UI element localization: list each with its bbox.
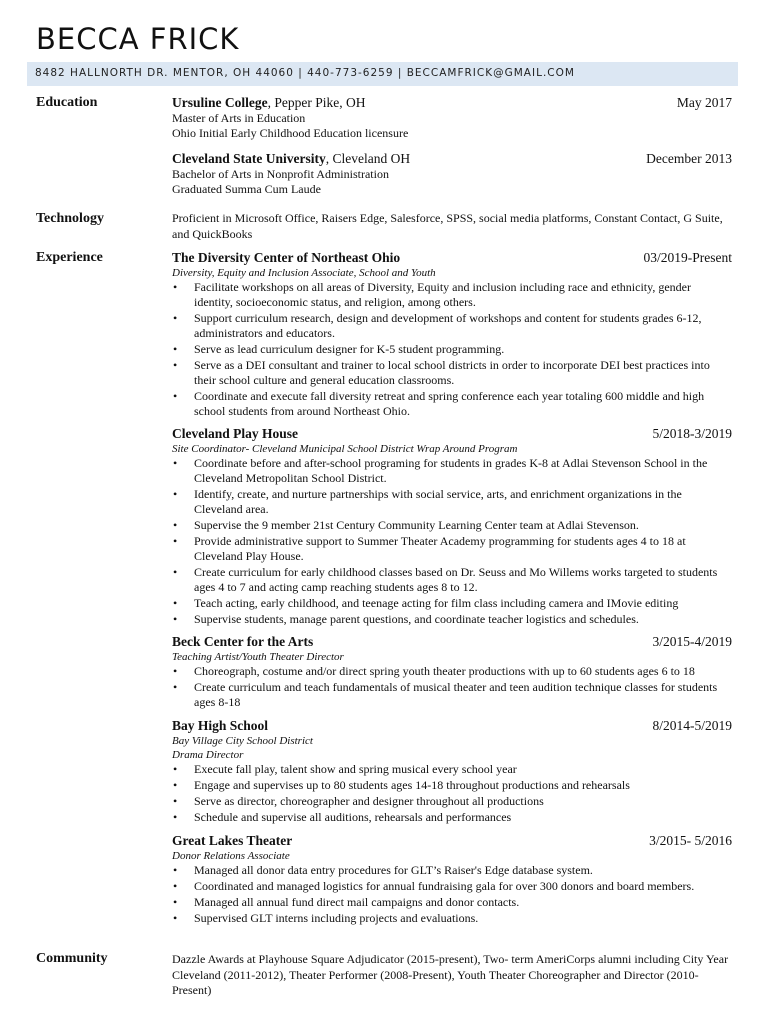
experience-header [172,426,732,442]
duty-item: • Serve as director, choreographer and designer throughout all productions [172,794,732,809]
section-label-education: Education [36,95,98,110]
contact-info: 8482 HALLNORTH DR. MENTOR, OH 44060 | 440-773-6259 | BECCAMFRICK@GMAIL.COM [35,67,575,79]
experience-entry [172,426,732,628]
education-header [172,95,732,111]
section-label-experience: Experience [36,250,103,265]
experience-entry [172,833,732,927]
education-date: December 2013 [646,151,732,166]
organization-name: The Diversity Center of Northeast Ohio [172,250,401,265]
duty-item: • Coordinated and managed logistics for annual fundraising gala for over 300 donors and board members. [172,879,732,894]
job-title: Drama Director [172,749,244,761]
experience-entry [172,250,732,420]
duty-item: • Provide administrative support to Summer Theater Academy programming for students ages 4 to 18 at Cleveland Play House. [172,534,732,564]
experience-header [172,833,732,849]
duty-item: • Coordinate and execute fall diversity retreat and spring conference each year totaling 600 middle and high school students from around Northeast Ohio. [172,389,732,419]
duty-item: • Execute fall play, talent show and spring musical every school year [172,762,732,777]
organization-name: Cleveland Play House [172,426,299,441]
community-text: Dazzle Awards at Playhouse Square Adjudicator (2015-present), Two- term AmeriCorps alumni including City Year Cleveland (2011-2012), Theater Performer (2008-Present), Youth Theater Choreographer and Director (2010-Present) [172,952,729,997]
experience-header [172,718,732,734]
duty-list [172,762,732,825]
degree-line: Bachelor of Arts in Nonprofit Administration [172,167,389,181]
job-title: Diversity, Equity and Inclusion Associate, School and Youth [172,267,436,279]
duty-item: • Teach acting, early childhood, and teenage acting for film class including camera and IMovie editing [172,596,732,611]
technology-text: Proficient in Microsoft Office, Raisers Edge, Salesforce, SPSS, social media platforms, Constant Contact, G Suite, and QuickBooks [172,211,723,241]
duty-item: • Choreograph, costume and/or direct spring youth theater productions with up to 60 students ages 6 to 18 [172,664,732,679]
degree-line: Graduated Summa Cum Laude [172,182,321,196]
duty-item: • Facilitate workshops on all areas of Diversity, Equity and inclusion including race and ethnicity, gender identity, socioeconomic status, and religion, among others. [172,280,732,310]
duty-item: • Create curriculum for early childhood classes based on Dr. Seuss and Mo Willems works targeted to students ages 4 to 7 and acting camp reaching students ages 8 to 12. [172,565,732,595]
duty-item: • Managed all donor data entry procedures for GLT’s Raiser's Edge database system. [172,863,732,878]
duty-item: • Serve as lead curriculum designer for K-5 student programming. [172,342,732,357]
education-date: May 2017 [676,95,732,110]
duty-item: • Managed all annual fund direct mail campaigns and donor contacts. [172,895,732,910]
duty-item: • Serve as a DEI consultant and trainer to local school districts in order to incorporate DEI best practices into their school culture and general education classrooms. [172,358,732,388]
section-label-technology: Technology [36,211,104,226]
education-header [172,151,732,167]
organization-name: Bay High School [172,718,269,733]
experience-date: 03/2019-Present [643,250,732,265]
education-entry [172,151,732,197]
employer-detail: Bay Village City School District [172,735,313,747]
experience-header [172,634,732,650]
section-label-community: Community [36,951,108,966]
degree-line: Ohio Initial Early Childhood Education licensure [172,126,409,140]
duty-list [172,863,732,926]
education-entry [172,95,732,141]
experience-date: 3/2015- 5/2016 [649,833,732,848]
experience-header [172,250,732,266]
experience-date: 5/2018-3/2019 [652,426,732,441]
school-name: Cleveland State University [172,151,326,166]
duty-item: • Support curriculum research, design and development of workshops and content for students grades 6-12, administrators and educators. [172,311,732,341]
duty-item: • Coordinate before and after-school programing for students in grades K-8 at Adlai Stevenson School in the Cleveland Metropolitan School District. [172,456,732,486]
duty-list [172,456,732,627]
duty-item: • Supervised GLT interns including projects and evaluations. [172,911,732,926]
experience-date: 3/2015-4/2019 [652,634,732,649]
organization-name: Beck Center for the Arts [172,634,314,649]
experience-entry [172,718,732,826]
duty-item: • Identify, create, and nurture partnerships with social service, arts, and enrichment organizations in the Cleveland area. [172,487,732,517]
candidate-name: BECCA FRICK [36,22,240,56]
duty-item: • Supervise the 9 member 21st Century Community Learning Center team at Adlai Stevenson. [172,518,732,533]
duty-item: • Engage and supervises up to 80 students ages 14-18 throughout productions and rehearsals [172,778,732,793]
contact-bar [27,62,738,86]
duty-list [172,280,732,419]
duty-item: • Create curriculum and teach fundamentals of musical theater and teen audition technique classes for students ages 8-18 [172,680,732,710]
duty-item: • Schedule and supervise all auditions, rehearsals and performances [172,810,732,825]
degree-line: Master of Arts in Education [172,111,306,125]
job-title: Site Coordinator- Cleveland Municipal School District Wrap Around Program [172,443,518,455]
organization-name: Great Lakes Theater [172,833,293,848]
experience-entry [172,634,732,711]
duty-list [172,664,732,710]
school-location: , Pepper Pike, OH [267,95,366,110]
school-location: , Cleveland OH [325,151,411,166]
duty-item: • Supervise students, manage parent questions, and coordinate teacher logistics and schedules. [172,612,732,627]
job-title: Donor Relations Associate [172,850,290,862]
job-title: Teaching Artist/Youth Theater Director [172,651,344,663]
school-name: Ursuline College [172,95,268,110]
experience-date: 8/2014-5/2019 [652,718,732,733]
